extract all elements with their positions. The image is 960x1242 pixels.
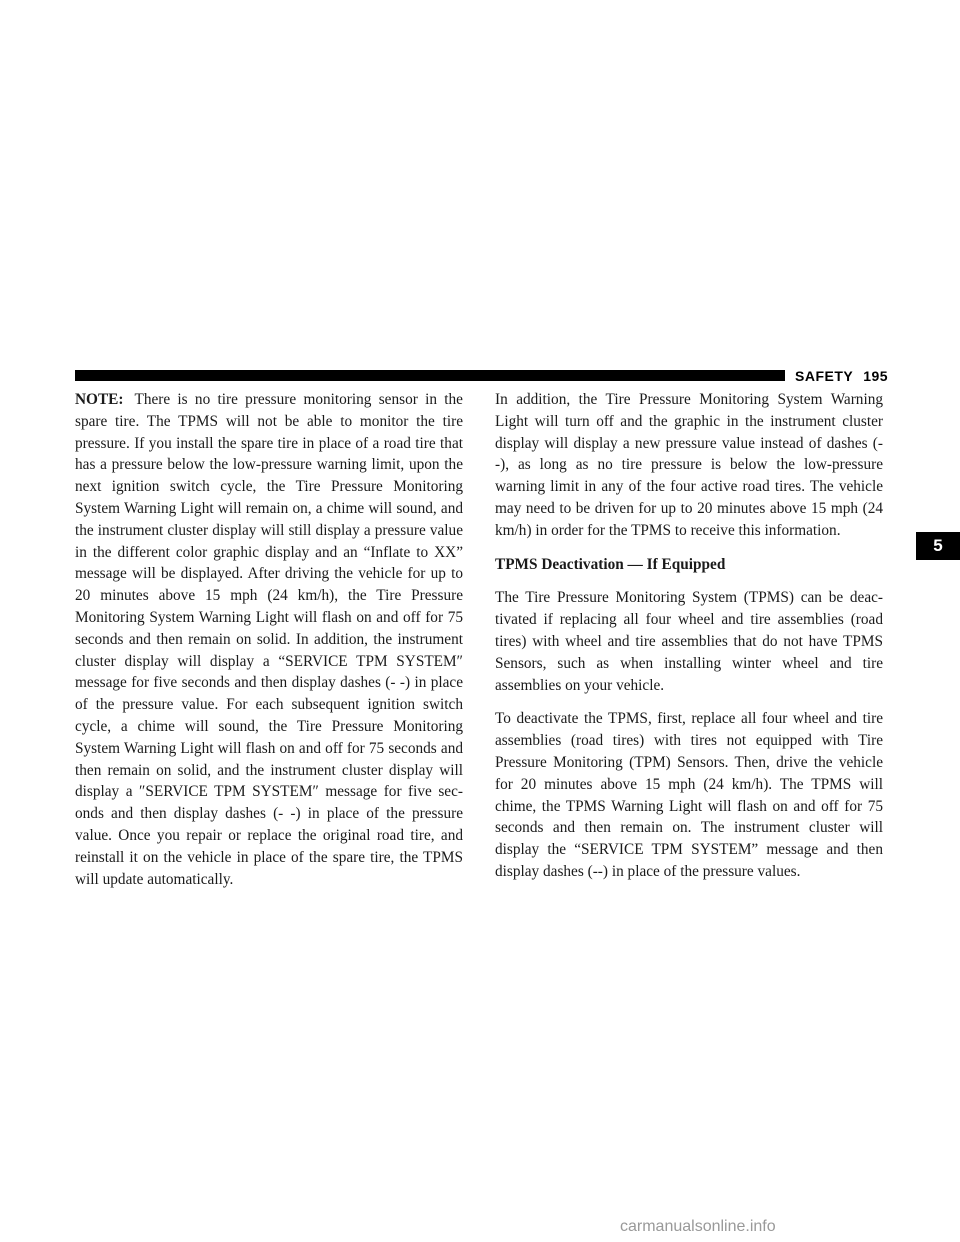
header-rule (75, 370, 785, 381)
note-text: There is no tire pressure monitoring sensor in the spare tire. The TPMS will not be able to monitor the tire pressure. If you install the spare tire in place of a road tire that has a pressure below the low-pressure warning limit, upon the next ignition switch cycle, the Tire Pressure Monitoring System Warning Light will remain on, a chime will sound, and the instrument cluster display will still display a pressure value in the different color graphic display and an “Inflate to XX” message will be displayed. After driving the vehicle for up to 20 minutes above 15 mph (24 km/h), the Tire Pressure Monitoring System Warning Light will flash on and off for 75 seconds and then remain on solid. In addition, the instrument cluster display will display a “SERVICE TPM SYSTEM″ message for five seconds and then display dashes (- -) in place of the pressure value. For each subsequent ignition switch cycle, a chime will sound, the Tire Pressure Monitoring System Warning Light will flash on and off for 75 seconds and then remain on solid, and the instrument cluster display will display a ″SERVICE TPM SYSTEM″ message for five sec-onds and then display dashes (- -) in place of the pressure value. Once you repair or replace the original road tire, and reinstall it on the vehicle in place of the spare tire, the TPMS will update automatically. (75, 391, 463, 888)
page-number: 195 (863, 368, 889, 384)
note-paragraph (75, 389, 463, 890)
body-paragraph-3: To deactivate the TPMS, first, replace all four wheel and tire assemblies (road tires) with tires not equipped with Tire Pressure Monitoring (TPM) Sensors. Then, drive the vehicle for 20 minutes above 15 mph (24 km/h). The TPMS will chime, the TPMS Warning Light will flash on and off for 75 seconds and then remain on. The instrument cluster will display the “SERVICE TPM SYSTEM” message and then display dashes (--) in place of the pressure values. (495, 710, 883, 880)
section-heading: TPMS Deactivation — If Equipped (495, 555, 726, 573)
left-column (75, 389, 463, 902)
chapter-tab: 5 (916, 532, 960, 560)
right-column (495, 389, 883, 895)
section-title: SAFETY (795, 368, 854, 384)
body-paragraph-2: The Tire Pressure Monitoring System (TPMS) can be deac-tivated if replacing all four wheel and tire assemblies (road tires) with wheel and tire assemblies that do not have TPMS Sensors, such as when installing winter wheel and tire assemblies on your vehicle. (495, 589, 883, 694)
body-paragraph-1: In addition, the Tire Pressure Monitoring System Warning Light will turn off and the graphic in the instrument cluster display will display a new pressure value instead of dashes (- -), as long as no tire pressure is below the low-pressure warning limit in any of the four active road tires. The vehicle may need to be driven for up to 20 minutes above 15 mph (24 km/h) in order for the TPMS to receive this information. (495, 391, 883, 539)
running-head (795, 365, 905, 387)
watermark: carmanualsonline.info (620, 1218, 776, 1235)
note-label: NOTE: (75, 391, 124, 408)
